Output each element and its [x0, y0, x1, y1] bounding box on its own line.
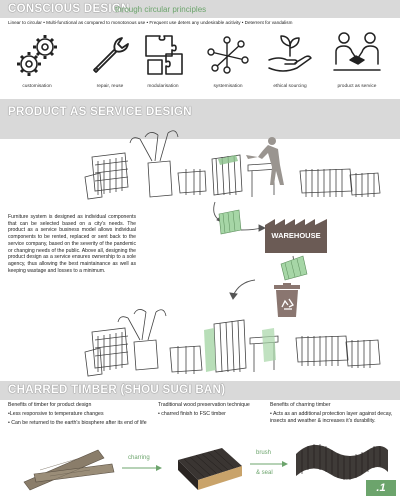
sprout-hand-icon [265, 30, 315, 78]
icon-label-customisation: customisation [22, 84, 52, 89]
seal-label: & seal [256, 470, 273, 476]
furniture-illustration-top [0, 125, 400, 205]
icon-label-modularisation: modularisation [147, 84, 179, 89]
wrench-icon [88, 32, 134, 78]
gears-icon [15, 30, 63, 80]
network-icon [205, 32, 251, 78]
puzzle-icon [142, 32, 188, 78]
arrow-charring [122, 464, 164, 472]
section-title-timber: CHARRED TIMBER (SHOU SUGI BAN) [8, 384, 226, 396]
icon-label-repair: repair, reuse [96, 84, 124, 89]
warehouse-label: WAREHOUSE [271, 231, 321, 240]
timber-planks [20, 440, 120, 495]
principles-text: Linear to circular • Multi-functional as compared to monotonous use • Frequent use deters any undesirable acitivity • Deterrent for vandalism [8, 20, 293, 25]
arrow-brush-seal [250, 460, 290, 468]
col2-heading: Traditional wood preservation technique [158, 402, 250, 408]
charred-block [170, 440, 250, 495]
col3-heading: Benefits of charring timber [270, 402, 331, 408]
col2-item-1: • charred finish to FSC timber [158, 411, 226, 417]
paas-description: Furniture system is designed as individual components that can be selected based on a city's needs. The product as a service business model allows individual components to be rented, replaced or sent back to the service company, based on the severity of the pandemic or changing needs of the public. Above all, designing the product design as a service ensures ownership to a sole agency, thus allowing the best maintainance as well as keeping wastage and losses to a minimum. [8, 214, 136, 274]
icon-label-paas: product as service [337, 84, 377, 89]
handshake-icon [332, 30, 382, 78]
section-title-conscious: CONSCIOUS DESIGN [8, 3, 130, 15]
col1-item-1: •Less responsive to temperature changes [8, 411, 104, 417]
section-title-paas: PRODUCT AS SERVICE DESIGN [8, 106, 192, 118]
col1-item-2: • Can be returned to the earth's biosphere after its end of life [8, 420, 147, 426]
furniture-illustration-bottom [0, 290, 400, 380]
brush-label: brush [256, 450, 272, 456]
charring-label: charring [128, 455, 150, 461]
col1-heading: Benefits of timber for product design [8, 402, 92, 408]
section-subtitle-conscious: through circular principles [115, 5, 207, 14]
icon-label-systemisation: systemisation [213, 84, 243, 89]
col3-item-1: • Acts as an additional protection layer against decay, insects and weather & increases it's durability. [270, 411, 393, 424]
page-number-badge: .1 [366, 480, 396, 496]
icon-label-ethical: ethical sourcing [273, 84, 307, 89]
